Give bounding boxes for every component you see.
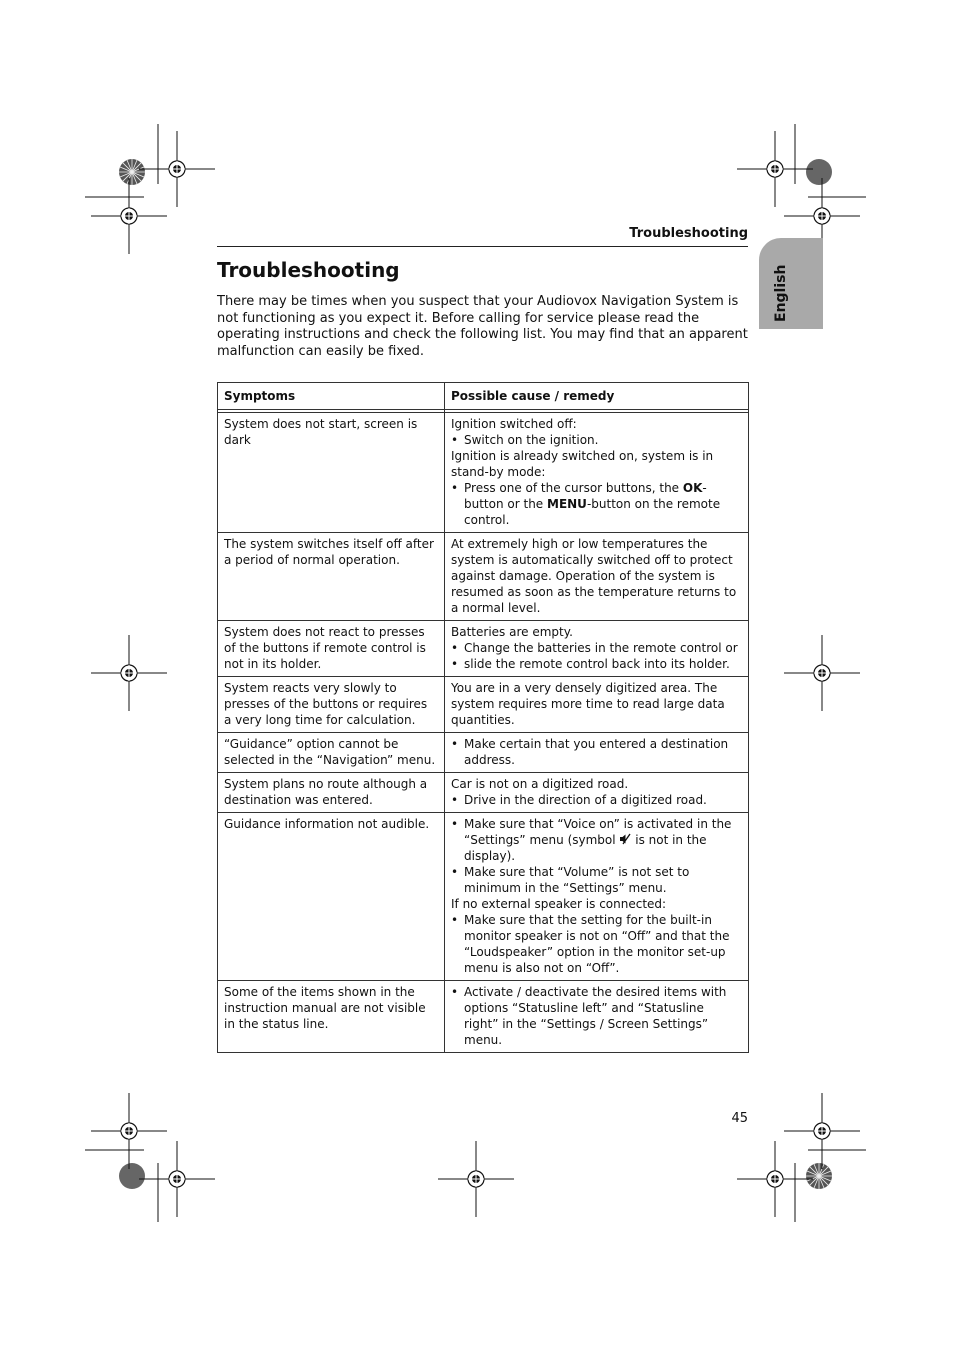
remedy-cell — [445, 621, 749, 677]
remedy-text-part: is not in the display). — [464, 833, 707, 863]
remedy-bullet: • Make sure that the setting for the built-in monitor speaker is not on “Off” and that the “Loudspeaker” option in the monitor set-up menu is also not on “Off”. — [451, 912, 742, 976]
remedy-bullet: • Drive in the direction of a digitized road. — [451, 792, 742, 808]
page-number: 45 — [731, 1111, 748, 1126]
symptom-cell: Some of the items shown in the instruction manual are not visible in the status line. — [218, 981, 445, 1053]
symptom-cell: System plans no route although a destination was entered. — [218, 773, 445, 813]
table-row — [218, 413, 749, 533]
remedy-text: Car is not on a digitized road. — [451, 777, 629, 791]
remedy-cell — [445, 813, 749, 981]
table-row — [218, 621, 749, 677]
table-row — [218, 677, 749, 733]
remedy-text: Ignition is already switched on, system is in stand-by mode: — [451, 449, 714, 479]
remedy-bullet — [451, 480, 742, 528]
speaker-muted-icon — [619, 833, 631, 845]
remedy-bullet: • Make certain that you entered a destination address. — [451, 736, 742, 768]
remedy-cell — [445, 733, 749, 773]
remedy-bullet: • slide the remote control back into its holder. — [451, 656, 742, 672]
column-header-remedy: Possible cause / remedy — [445, 383, 749, 410]
table-row — [218, 773, 749, 813]
symptom-cell: System reacts very slowly to presses of the buttons or requires a very long time for calculation. — [218, 677, 445, 733]
ok-button-label: OK — [682, 481, 703, 495]
column-header-symptoms: Symptoms — [218, 383, 445, 410]
symptom-cell: “Guidance” option cannot be selected in the “Navigation” menu. — [218, 733, 445, 773]
remedy-cell — [445, 773, 749, 813]
remedy-bullet — [451, 816, 742, 864]
remedy-text: At extremely high or low temperatures the system is automatically switched off to protect against damage. Operation of the system is resumed as soon as the temperature returns to a normal level. — [451, 537, 737, 615]
table-row — [218, 733, 749, 773]
menu-button-label: MENU — [547, 497, 587, 511]
header-rule — [217, 246, 748, 247]
symptom-cell: System does not start, screen is dark — [218, 413, 445, 533]
remedy-cell — [445, 981, 749, 1053]
table-row — [218, 813, 749, 981]
remedy-text-part: -button or the — [464, 481, 707, 511]
language-tab — [759, 238, 823, 329]
remedy-bullet: • Make sure that “Volume” is not set to minimum in the “Settings” menu. — [451, 864, 742, 896]
remedy-cell — [445, 413, 749, 533]
remedy-text: Batteries are empty. — [451, 625, 573, 639]
remedy-text-part: -button on the remote control. — [464, 497, 721, 527]
remedy-bullet: • Change the batteries in the remote control or — [451, 640, 742, 656]
symptom-cell: The system switches itself off after a period of normal operation. — [218, 533, 445, 621]
symptom-cell: System does not react to presses of the buttons if remote control is not in its holder. — [218, 621, 445, 677]
remedy-bullet: • Activate / deactivate the desired items with options “Statusline left” and “Statusline right” in the “Settings / Screen Settings” menu. — [451, 984, 742, 1048]
language-tab-label: English — [773, 264, 789, 322]
table-row — [218, 981, 749, 1053]
remedy-text: If no external speaker is connected: — [451, 897, 667, 911]
table-row — [218, 533, 749, 621]
page-title: Troubleshooting — [217, 258, 400, 282]
remedy-text: You are in a very densely digitized area. The system requires more time to read large data quantities. — [451, 681, 725, 727]
running-header: Troubleshooting — [629, 226, 748, 241]
symptom-cell: Guidance information not audible. — [218, 813, 445, 981]
remedy-text-part: Press one of the cursor buttons, the — [464, 481, 683, 495]
remedy-cell — [445, 677, 749, 733]
remedy-bullet: • Switch on the ignition. — [451, 432, 742, 448]
remedy-text-part: Make sure that “Voice on” is activated in the “Settings” menu (symbol — [464, 817, 732, 847]
remedy-text: Ignition switched off: — [451, 417, 577, 431]
table-header-row — [218, 383, 749, 410]
intro-paragraph: There may be times when you suspect that your Audiovox Navigation System is not functioning as you expect it. Before calling for service please read the operating instructions and check the following list. You may find that an apparent malfunction can easily be fixed. — [217, 294, 748, 360]
troubleshooting-table — [217, 382, 749, 1053]
remedy-cell — [445, 533, 749, 621]
